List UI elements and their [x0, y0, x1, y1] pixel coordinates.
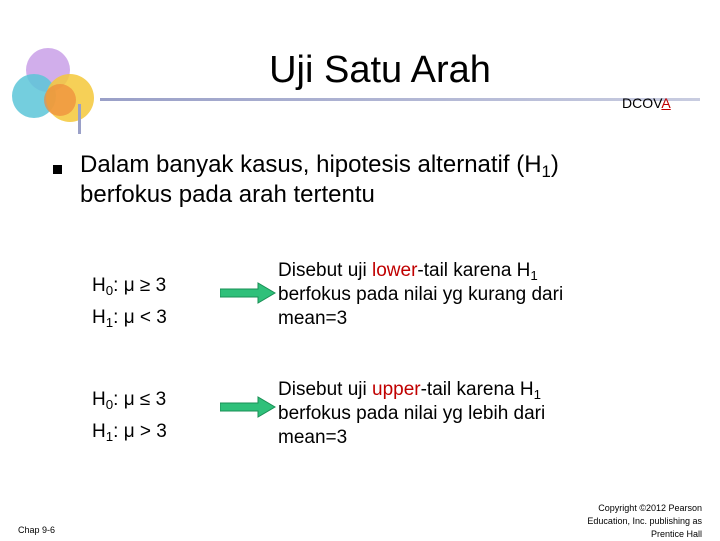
bullet-subscript: 1 [541, 162, 551, 182]
upper-h0-text: : μ ≤ 3 [113, 389, 167, 410]
upper-h0-sub: 0 [105, 396, 114, 412]
lower-h1-text: : μ < 3 [113, 307, 167, 328]
page-title: Uji Satu Arah [269, 49, 491, 91]
dcova-prefix: DCOV [622, 95, 662, 111]
vertical-divider [78, 104, 81, 134]
copyright-line2: Education, Inc. publishing as [587, 516, 702, 526]
upper-h0: $H_0$: μ ≤ 3 [92, 389, 167, 412]
title-divider [100, 98, 700, 101]
lower-h1-sub: 1 [105, 314, 114, 330]
bullet-icon [53, 165, 62, 174]
upper-desc-sub: 1 [533, 386, 542, 402]
right-arrow-icon [220, 396, 276, 418]
upper-h1: $H_1$: μ > 3 [92, 421, 167, 444]
upper-desc-post: -tail karena H [420, 379, 534, 400]
lower-tail-word: lower [372, 260, 418, 281]
dcova-label [622, 95, 671, 111]
bullet-line1-end: ) [550, 151, 559, 178]
upper-tail-word: upper [372, 379, 421, 400]
logo-circles-icon [8, 40, 100, 132]
slide-number: Chap 9-6 [18, 525, 56, 535]
dcova-accent: A [661, 95, 671, 111]
lower-desc-line2: berfokus pada nilai yg kurang dari [278, 284, 564, 305]
upper-desc-line3: mean=3 [278, 427, 348, 448]
copyright-line1: Copyright ©2012 Pearson [598, 503, 702, 513]
lower-h0-sub: 0 [105, 282, 114, 298]
upper-h1-text: : μ > 3 [113, 421, 167, 442]
right-arrow-icon [220, 282, 276, 304]
bullet-line2: berfokus pada arah tertentu [80, 181, 375, 208]
bullet-text [80, 150, 680, 210]
upper-desc-line2: berfokus pada nilai yg lebih dari [278, 403, 546, 424]
upper-h1-sub: 1 [105, 428, 114, 444]
lower-h0: $H_0$: μ ≥ 3 [92, 275, 167, 298]
lower-tail-hypotheses [92, 270, 167, 334]
lower-tail-description [278, 259, 678, 331]
bullet-line1: Dalam banyak kasus, hipotesis alternatif (H [80, 151, 542, 178]
lower-desc-line3: mean=3 [278, 308, 348, 329]
lower-h0-text: : μ ≥ 3 [113, 275, 167, 296]
lower-desc-pre: Disebut uji [278, 260, 372, 281]
lower-h1: $H_1$: μ < 3 [92, 307, 167, 330]
lower-desc-post: -tail karena H [417, 260, 531, 281]
lower-desc-sub: 1 [530, 267, 538, 283]
copyright-notice [560, 502, 702, 541]
upper-tail-description [278, 378, 678, 450]
upper-tail-hypotheses [92, 384, 167, 448]
copyright-line3: Prentice Hall [650, 529, 702, 539]
upper-desc-pre: Disebut uji [278, 379, 372, 400]
